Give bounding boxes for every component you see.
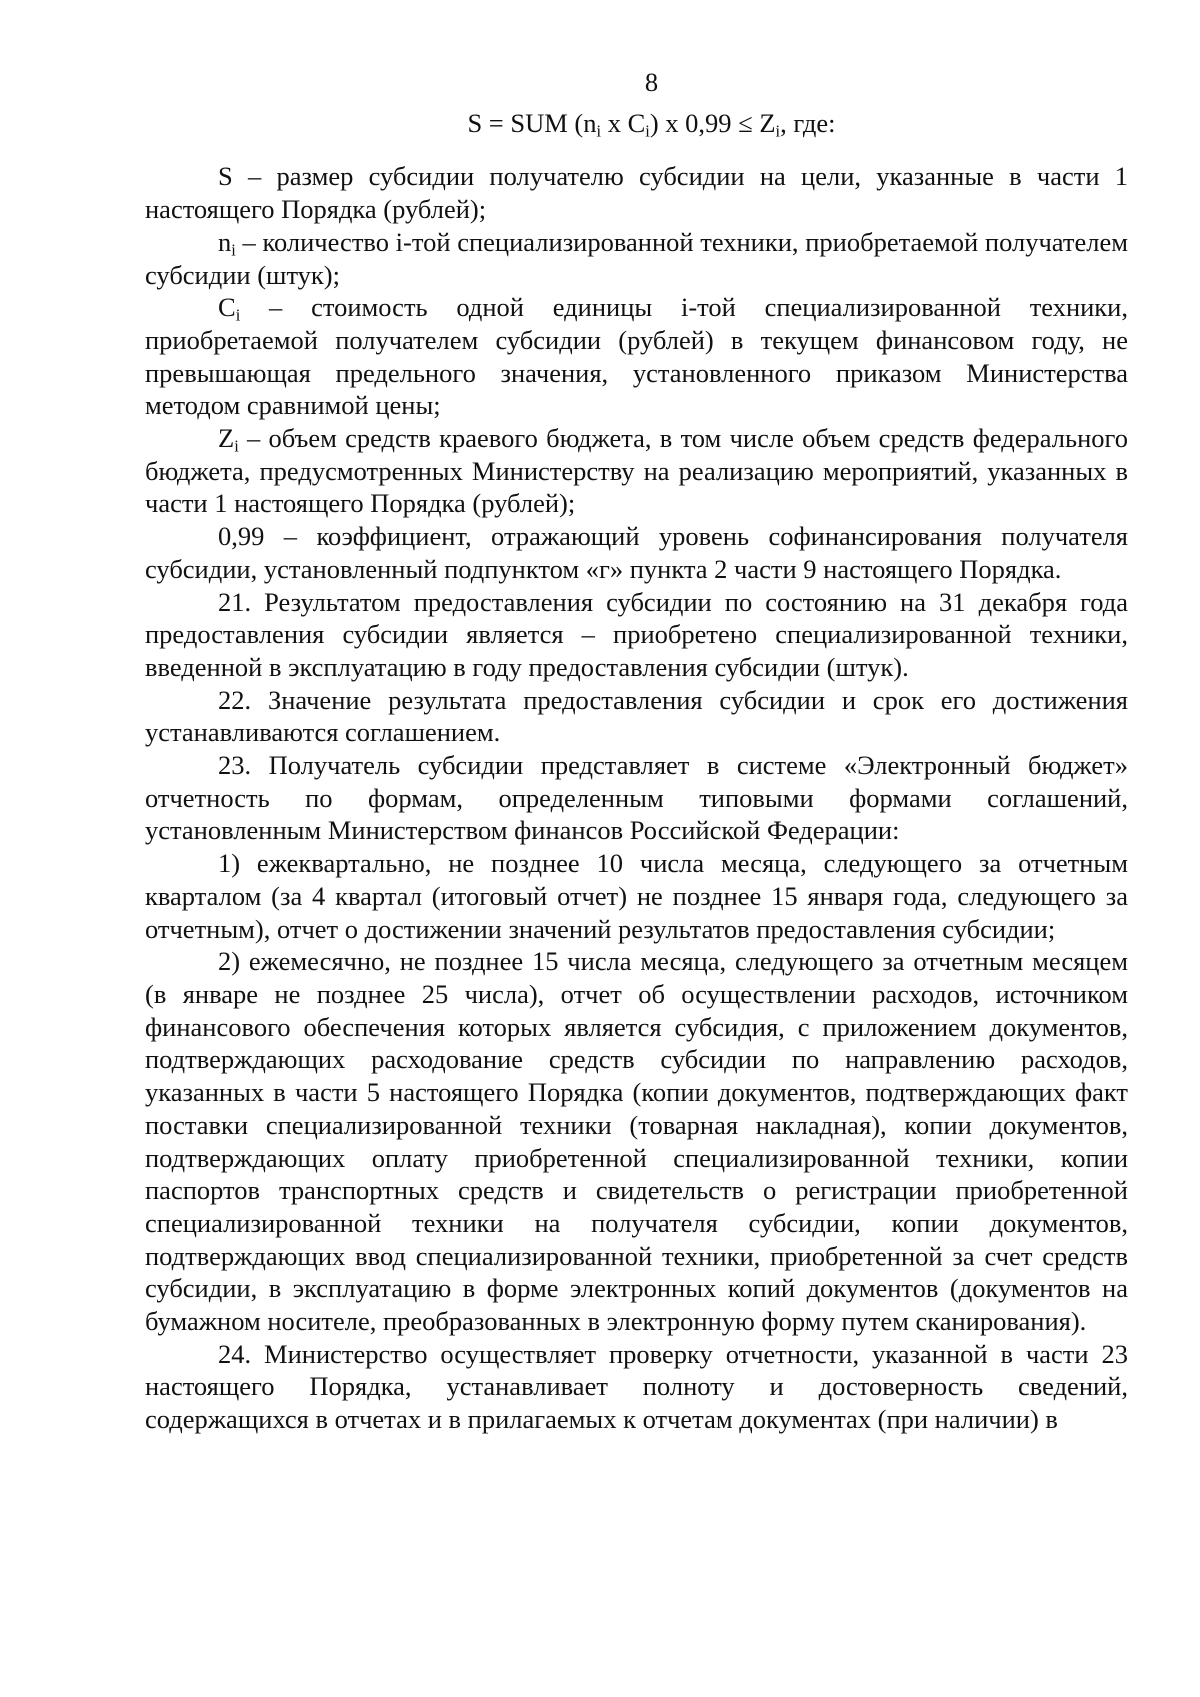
- formula-part: S = SUM (n: [467, 107, 597, 138]
- formula-subscript: i: [596, 121, 602, 141]
- definition-text: – количество i-той специализированной техники, приобретаемой получателем субсидии (штук);: [145, 226, 1128, 290]
- definition-coefficient: 0,99 – коэффициент, отражающий уровень софинансирования получателя субсидии, установленный подпунктом «г» пункта 2 части 9 настоящего Порядка.: [145, 521, 1128, 584]
- definition-subscript: i: [231, 240, 236, 260]
- formula-subscript: i: [775, 121, 781, 141]
- definition-symbol: n: [218, 226, 232, 257]
- page-number: 8: [644, 67, 659, 97]
- document-page: [145, 66, 1128, 1436]
- formula-subscript: i: [645, 121, 650, 141]
- definition-c: [145, 291, 1128, 422]
- definition-subscript: i: [235, 305, 241, 325]
- paragraph-21: 21. Результатом предоставления субсидии по состоянию на 31 декабря года предоставления субсидии является – приобретено специализированной техники, введенной в эксплуатацию в году предоставления субсидии (штук).: [145, 586, 1128, 682]
- definition-text: – стоимость одной единицы i-той специализированной техники, приобретаемой получателем субсидии (рублей) в текущем финансовом году, не превышающая предельного значения, установленного приказом Министерства методом сравнимой цены;: [145, 292, 1128, 421]
- definition-s: S – размер субсидии получателю субсидии на цели, указанные в части 1 настоящего Порядка (рублей);: [145, 161, 1128, 225]
- paragraph-24: 24. Министерство осуществляет проверку отчетности, указанной в части 23 настоящего Порядка, устанавливает полноту и достоверность сведений, содержащихся в отчетах и в прилагаемых к отчетам документах (при наличии) в: [145, 1338, 1128, 1435]
- definition-symbol: Z: [218, 423, 235, 454]
- definition-z: [145, 422, 1128, 520]
- definition-n: [145, 226, 1128, 291]
- subsidy-formula: [145, 107, 1128, 140]
- definition-text: – объем средств краевого бюджета, в том числе объем средств федерального бюджета, предусмотренных Министерству на реализацию мероприятий, указанных в части 1 настоящего Порядка (рублей);: [145, 423, 1128, 519]
- definition-subscript: i: [234, 436, 239, 456]
- formula-part: ) x 0,99 ≤ Z: [649, 107, 776, 138]
- paragraph-23-item-2: 2) ежемесячно, не позднее 15 числа месяца, следующего за отчетным месяцем (в январе не позднее 25 числа), отчет об осуществлении расходов, источником финансового обеспечения которых является субсидия, с приложением документов, подтверждающих расходование средств субсидии по направлению расходов, указанных в части 5 настоящего Порядка (копии документов, подтверждающих факт поставки специализированной техники (товарная накладная), копии документов, подтверждающих оплату приобретенной специализированной техники, копии паспортов транспортных средств и свидетельств о регистрации приобретенной специализированной техники на получателя субсидии, копии документов, подтверждающих ввод специализированной техники, приобретенной за счет средств субсидии, в эксплуатацию в форме электронных копий документов (документов на бумажном носителе, преобразованных в электронную форму путем сканирования).: [145, 946, 1128, 1337]
- paragraph-23: 23. Получатель субсидии представляет в системе «Электронный бюджет» отчетность по формам, определенным типовыми формами соглашений, установленным Министерством финансов Российской Федерации:: [145, 750, 1128, 846]
- formula-part: , где:: [780, 107, 836, 138]
- formula-part: x C: [601, 107, 646, 138]
- paragraph-23-item-1: 1) ежеквартально, не позднее 10 числа месяца, следующего за отчетным кварталом (за 4 квартал (итоговый отчет) не позднее 15 января года, следующего за отчетным), отчет о достижении значений результатов предоставления субсидии;: [145, 848, 1128, 944]
- paragraph-22: 22. Значение результата предоставления субсидии и срок его достижения устанавливаются соглашением.: [145, 684, 1128, 748]
- definition-symbol: C: [218, 292, 236, 323]
